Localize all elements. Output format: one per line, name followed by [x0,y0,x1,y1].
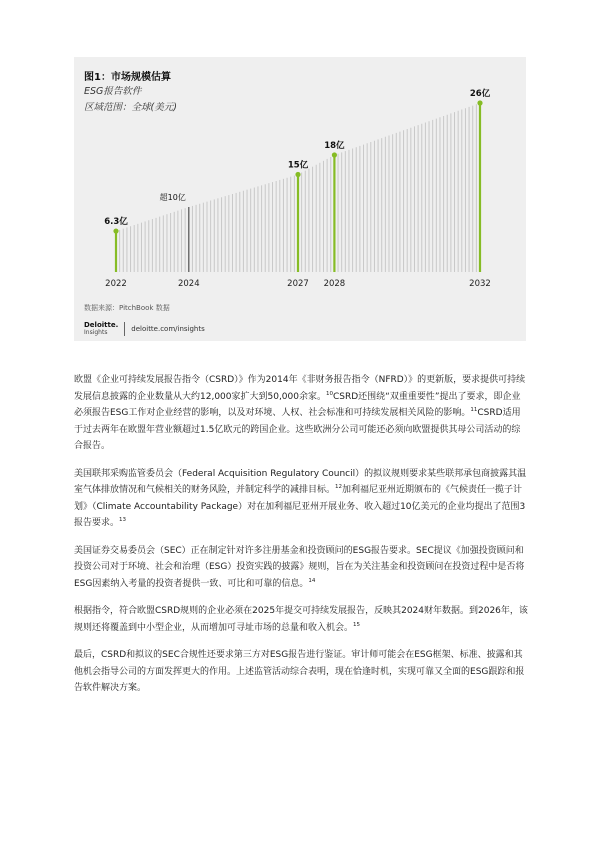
footnote-ref[interactable]: 14 [308,577,316,584]
paragraph-text: 根据指令，符合欧盟CSRD规则的企业必须在2025年提交可持续发展报告，反映其2024财年数据。到2026年，该规则还将覆盖到中小型企业，从而增加可寻址市场的总量和收入机会。 [74,606,528,633]
logo-url[interactable]: deloitte.com/insights [131,325,205,333]
footnote-ref[interactable]: 13 [119,517,127,523]
figure-title: 图1：市场规模估算 [84,72,171,83]
logo-divider [124,322,125,336]
body-paragraph [74,603,529,636]
paragraph-text: CSRD还围绕“双重重要性”提出了要求，即企业必须报告ESG工作对企业经营的影响，以及对环境、人权、社会标准和可持续发展相关风险的影响。 [74,391,521,418]
paragraph-text: CSRD适用于过去两年在欧盟年营业额超过1.5亿欧元的跨国企业。这些欧洲分公司可能还必须向欧盟提供其母公司活动的综合报告。 [74,408,521,451]
point-2032 [477,100,482,105]
footnote-ref[interactable]: 11 [470,407,478,413]
logo-sub: Insights [84,329,108,336]
point-2022 [113,228,118,233]
figure-source: 数据来源：PitchBook 数据 [84,304,170,312]
paragraph-text: 加利福尼亚州近期颁布的《气候责任一揽子计划》（Climate Accountability Package）对在加利福尼亚州开展业务、收入超过10亿美元的企业均提出了范围3报告要求。 [74,485,526,528]
x-tick-2027: 2027 [287,279,309,289]
body-paragraph [74,466,529,532]
body-paragraph [74,647,529,697]
paragraph-text: 最后，CSRD和拟议的SEC合规性还要求第三方对ESG报告进行鉴证。审计师可能会在ESG框架、标准、披露和其他机会指导公司的方面发挥更大的作用。上述监管活动综合表明，现在恰逢时机，实现可靠又全面的ESG跟踪和报告软件解决方案。 [74,650,525,693]
logo-word: Deloitte. [84,321,119,329]
footnote-ref[interactable]: 10 [325,390,333,397]
figure-subtitle: ESG报告软件 [84,86,142,97]
data-label-2027: 15亿 [287,160,309,171]
body-paragraph [74,543,529,593]
figure-region: 区域范围：全球(美元) [84,102,177,113]
point-2027 [295,172,300,177]
x-tick-2028: 2028 [323,279,346,289]
x-tick-2024: 2024 [177,279,200,289]
point-2028 [332,152,337,157]
deloitte-insights-logo [84,321,205,337]
figure-card [74,57,526,341]
logo-mark [84,322,118,336]
body-paragraph [74,372,529,455]
x-tick-2032: 2032 [469,279,491,289]
data-label-2028: 18亿 [324,141,345,151]
data-label-2024: 超10亿 [159,193,186,202]
paragraph-text: 美国证券交易委员会（SEC）正在制定针对许多注册基金和投资顾问的ESG报告要求。SEC提议《加强投资顾问和投资公司对于环境、社会和治理（ESG）投资实践的披露》规则，旨在为关注基金和投资顾问在投资过程中是否将ESG因素纳入考量的投资者提供一致、可比和可靠的信息。 [74,545,525,589]
data-label-2032: 26亿 [469,89,491,99]
footnote-ref[interactable]: 15 [353,621,361,628]
article-body [74,372,529,708]
data-label-2022: 6.3亿 [104,217,128,228]
x-tick-2022: 2022 [105,279,127,289]
footnote-ref[interactable]: 12 [335,484,343,490]
paragraph-text: 欧盟《企业可持续发展报告指令（CSRD）》作为2014年《非财务报告指令（NFRD）》的更新版，要求提供可持续发展信息披露的企业数量从大约12,000家扩大到50,000余家。 [74,375,526,402]
paragraph-text: 美国联邦采购监管委员会（Federal Acquisition Regulatory Council）的拟议规则要求某些联邦承包商披露其温室气体排放情况和气候相关的财务风险，并制定科学的减排目标。 [74,468,527,495]
